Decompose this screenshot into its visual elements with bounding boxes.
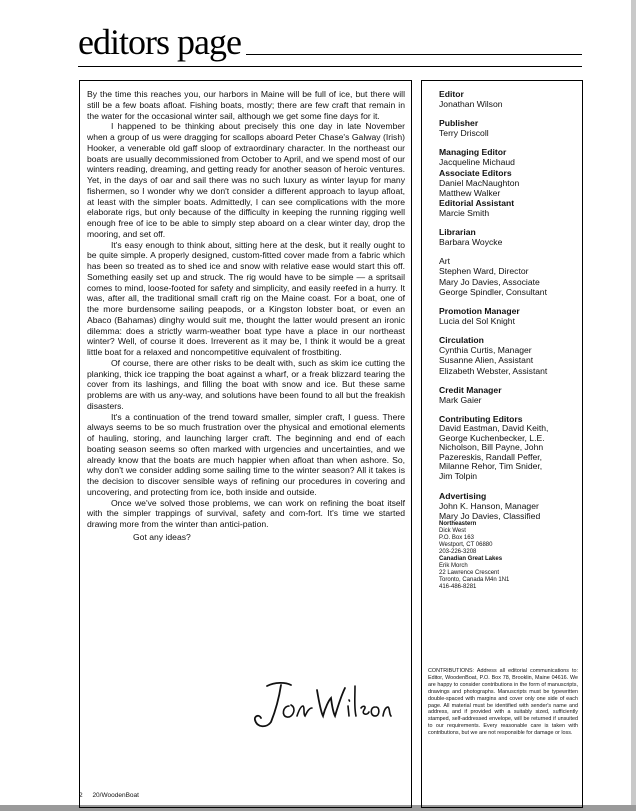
staff-name: George Kuchenbecker, L.E.	[439, 432, 545, 443]
staff-name: Jim Tolpin	[439, 471, 478, 482]
staff-name: Matthew Walker	[439, 187, 501, 198]
editorial-column	[79, 80, 412, 808]
staff-group-circulation	[439, 335, 579, 376]
staff-role: Associate Editors	[439, 167, 512, 178]
ad-address-line: P.O. Box 163	[439, 535, 474, 542]
signature-drawing	[245, 676, 395, 732]
staff-name: Mark Gaier	[439, 394, 482, 405]
staff-role: Credit Manager	[439, 384, 502, 395]
staff-role: Circulation	[439, 335, 484, 346]
staff-group-promotion	[439, 306, 579, 326]
staff-group-contributing	[439, 414, 579, 482]
staff-column	[421, 80, 583, 808]
page-number: 2	[79, 792, 83, 799]
ad-address-line: Toronto, Canada M4n 1N1	[439, 577, 510, 584]
staff-group-editorial	[439, 147, 579, 218]
ad-address-line: 22 Lawrence Crescent	[439, 570, 500, 577]
staff-list	[439, 89, 579, 600]
editorial-paragraph: Once we've solved those problems, we can work on refining the boat itself with the simpler trappings of survival, safety and com-fort. It's time we started drawing more from the winter than antici-pation.	[87, 497, 405, 529]
staff-name: George Spindler, Consultant	[439, 286, 547, 297]
page-footer	[79, 792, 147, 799]
ad-address-line: 416-486-8281	[439, 584, 477, 591]
staff-name: Milanne Rehor, Tim Snider,	[439, 461, 543, 472]
staff-name: Marcie Smith	[439, 208, 490, 219]
staff-group-publisher	[439, 118, 579, 138]
staff-role: Editorial Assistant	[439, 198, 515, 209]
masthead-rule	[246, 54, 582, 55]
masthead-underline	[78, 66, 582, 67]
staff-name: Elizabeth Webster, Assistant	[439, 365, 548, 376]
staff-role: Art	[439, 256, 450, 267]
signature	[245, 676, 395, 732]
staff-group-editor	[439, 89, 579, 109]
editorial-paragraph: I happened to be thinking about precisely this one day in late November when a group of us were dragging for scallops aboard Peter Chase's Galway (Irish) Hooker, a venerable old gaff sloop of extraordinary character. In the northeast our boats are usually decommissioned from October to April, and we spend most of our winters reading, dreaming, and getting ready for another season of heroic ventures. Yet, in the days of oar and sail there was no such luxury as winter layup for many fishermen, so I wonder why we don't consider a different approach to layup afloat, at least with the simpler boats. Admittedly, I can see complications with the more elaborate rigs, but only because of the difficulty in keeping the running rigging well enough free of ice to be able to simply step aboard on a clear winter day, drop the mooring, and set off.	[87, 121, 405, 239]
staff-role: Promotion Manager	[439, 306, 520, 317]
staff-group-art	[439, 256, 579, 297]
staff-group-advertising	[439, 491, 579, 591]
staff-role: Editor	[439, 89, 464, 99]
staff-name: Jacqueline Michaud	[439, 157, 515, 168]
editorial-paragraph: By the time this reaches you, our harbors in Maine will be full of ice, but there will still be a few boats afloat. Fishing boats, mostly; there are few craft that remain in the water for the occasional winter sail, although we get some fine days for it.	[87, 89, 405, 121]
staff-role: Managing Editor	[439, 147, 507, 158]
masthead-title: editors page	[78, 22, 241, 62]
staff-group-librarian	[439, 227, 579, 247]
ad-address-line: Dick West	[439, 528, 466, 535]
staff-role: Publisher	[439, 118, 479, 129]
staff-group-credit	[439, 385, 579, 405]
editorial-paragraph: Of course, there are other risks to be dealt with, such as skim ice cutting the planking, thick ice trapping the boat against a wharf, or a freak blizzard tearing the cover from its lashings, and filling the boat with snow and ice. But these same problems are with us any-way, and solutions have been found to all but the freakish disasters.	[87, 357, 405, 411]
staff-name: Nicholson, Bill Payne, John	[439, 442, 544, 453]
ad-region-label: Canadian Great Lakes	[439, 556, 503, 563]
staff-name: Lucia del Sol Knight	[439, 316, 515, 327]
staff-role: Contributing Editors	[439, 414, 523, 425]
staff-name: John K. Hanson, Manager	[439, 500, 539, 511]
page-edge-right	[631, 0, 636, 811]
staff-role: Advertising	[439, 490, 487, 501]
editorial-text	[87, 89, 405, 543]
staff-name: Barbara Woycke	[439, 237, 503, 248]
staff-name: Pazereskis, Randall Peffer,	[439, 451, 543, 462]
staff-role: Librarian	[439, 227, 476, 238]
ad-address-line: Westport, CT 06880	[439, 542, 493, 549]
editorial-paragraph: It's a continuation of the trend toward smaller, simpler craft, I guess. There always seems to be so much frustration over the physical and emotional elements of hauling, storing, and launching larger craft. The beginning and end of each boating season seems so often marked with urgencies and uncertainties, and we already know that the boats are much happier when afloat than when ashore. So, why don't we consider adding some sailing time to the winter season? All it takes is the decision to discover sensible ways of refining our procedures in covering and uncovering, and protecting from ice, both inside and outside.	[87, 411, 405, 497]
staff-name: Terry Driscoll	[439, 128, 489, 139]
contributions-notice: CONTRIBUTIONS: Address all editorial communications to: Editor, WoodenBoat, P.O. Box 78, Brooklin, Maine 04616. We are happy to consider contributions in the form of manuscripts, drawings and photographs. Manuscripts must be typewritten double-spaced with margins and cover only one side of each page. All material must be identified with sender's name and address, and if provided with a suitably sized, sufficiently stamped, self-addressed envelope, will be returned if unsuited to our requirements. Every reasonable care is taken with contributions, but we are not responsible for damage or loss.	[428, 668, 578, 737]
staff-name: Mary Jo Davies, Classified	[439, 510, 541, 521]
staff-name: Daniel MacNaughton	[439, 177, 520, 188]
staff-name: Cynthia Curtis, Manager	[439, 345, 532, 356]
staff-name: Susanne Alien, Assistant	[439, 355, 534, 366]
ad-address-line: Erik Morch	[439, 563, 468, 570]
ad-address-line: 203-226-3208	[439, 549, 477, 556]
ad-region-label: Northeastern	[439, 521, 477, 528]
staff-name: Stephen Ward, Director	[439, 266, 529, 277]
staff-name: Jonathan Wilson	[439, 99, 503, 109]
staff-name: Mary Jo Davies, Associate	[439, 276, 540, 287]
editorial-paragraph: It's easy enough to think about, sitting here at the desk, but it really ought to be quite simple. A properly designed, custom-fitted cover made from a fabric which has been so treated as to shed ice and snow with relative ease would start this off. Something easily set up and struck. The rig would have to be simple — a spritsail comes to mind, loose-footed for safety and simplicity, and easily reefed in a hurry. It was, after all, the traditional small craft rig on the Maine coast. For a boat, one of the more burdensome sailing peapods, or a Kingston lobster boat, or even an Abaco (Bahamas) dinghy would suit me, thought the latter would present an ironic dilemma: does a strictly warm-weather boat type have a place in our northeast winter? Well, of course it does. Irreverent as it may be, I think it would be a great little boat for a relaxed and noncompetitive equivalent of frostbiting.	[87, 239, 405, 357]
editorial-closing: Got any ideas?	[133, 531, 191, 542]
issue-label: 20/WoodenBoat	[92, 792, 139, 799]
staff-name: David Eastman, David Keith,	[439, 423, 549, 434]
